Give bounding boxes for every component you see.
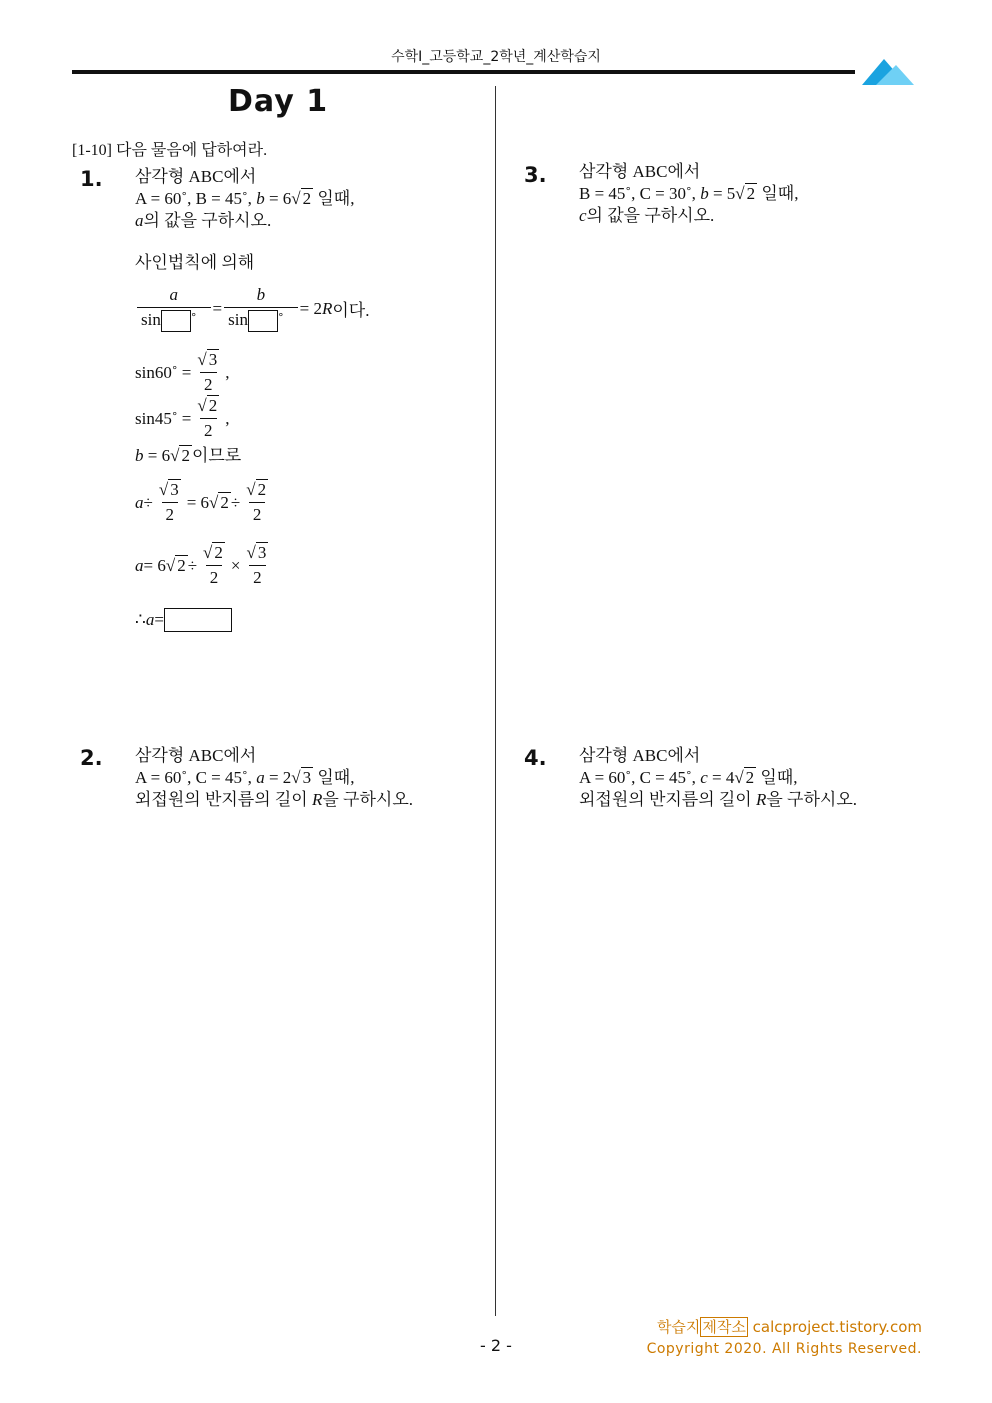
problem-2-line2: A = 60˚, C = 45˚, a = 2√ 3 일때, — [135, 768, 355, 787]
problem-1-text — [135, 166, 354, 232]
sqrt-symbol: √ 3 — [246, 543, 267, 562]
column-divider — [495, 86, 496, 1316]
law-of-sines: $\frac{a}{\sin ˚}$ = $\frac{b}{\sin ˚}$ = 2 R 이다. — [135, 285, 369, 332]
problem-4-line2: A = 60˚, C = 45˚, c = 4√ 2 일때, — [579, 768, 798, 787]
sqrt-symbol: √ 2 — [203, 543, 223, 562]
answer-box[interactable] — [164, 608, 232, 632]
problem-3-number: 3. — [524, 163, 547, 187]
problem-2-line1: 삼각형 ABC에서 — [135, 746, 257, 765]
sqrt-symbol: √ 2 — [197, 396, 218, 415]
sqrt-symbol: √ 2 — [735, 184, 756, 203]
problem-4-line1: 삼각형 ABC에서 — [579, 746, 701, 765]
problem-1-number: 1. — [80, 167, 103, 191]
sqrt-symbol: √ 3 — [291, 768, 312, 787]
problem-1-line2: A = 60˚, B = 45˚, b = 6√ 2 일때, — [135, 189, 355, 208]
blank-box[interactable] — [248, 310, 278, 332]
sqrt-symbol: √ 3 — [197, 350, 218, 369]
problem-2-number: 2. — [80, 746, 103, 770]
sqrt-symbol: √ 2 — [734, 768, 755, 787]
brand-url-link[interactable]: calcproject.tistory.com — [747, 1318, 922, 1336]
problem-2-text — [135, 745, 413, 811]
answer-line: ∴ a = — [135, 608, 232, 632]
sqrt-symbol: √ 2 — [165, 555, 186, 575]
problem-1-line1: 삼각형 ABC에서 — [135, 167, 257, 186]
page-number: - 2 - — [480, 1336, 512, 1355]
sqrt-symbol: √ 3 — [158, 480, 179, 499]
header-rule — [72, 70, 855, 74]
problem-2-line3: 외접원의 반지름의 길이 R을 구하시오. — [135, 790, 413, 809]
problem-3-text — [579, 161, 798, 227]
day-title: Day 1 — [228, 84, 329, 119]
instruction: [1-10] 다음 물음에 답하여라. — [72, 142, 268, 159]
solution-intro: 사인법칙에 의해 — [135, 253, 255, 272]
header-title: 수학Ⅰ_고등학교_2학년_계산학습지 — [391, 49, 601, 65]
sqrt-symbol: √ 2 — [170, 446, 190, 465]
step1-line: a ÷ $\frac{√ 3}{2}$ = 6 √ 2 ÷ $\frac{√ 2}{2}$ — [135, 480, 267, 524]
sin60-line: sin60˚ = $\frac{√ 3}{2}$ , — [135, 350, 230, 394]
problem-1-line3: a의 값을 구하시오. — [135, 211, 272, 230]
copyright: Copyright 2020. All Rights Reserved. — [646, 1341, 922, 1357]
sin45-line: sin45˚ = $\frac{√ 2}{2}$ , — [135, 396, 230, 440]
problem-3-line1: 삼각형 ABC에서 — [579, 162, 701, 181]
problem-4-text — [579, 745, 857, 811]
problem-4-number: 4. — [524, 746, 547, 770]
sqrt-symbol: √ 2 — [246, 480, 267, 499]
problem-3-line3: c의 값을 구하시오. — [579, 206, 715, 225]
problem-4-line3: 외접원의 반지름의 길이 R을 구하시오. — [579, 790, 857, 809]
blank-box[interactable] — [161, 310, 191, 332]
problem-3-line2: B = 45˚, C = 30˚, b = 5√ 2 일때, — [579, 184, 799, 203]
sqrt-symbol: √ 2 — [291, 189, 312, 208]
sqrt-symbol: √ 2 — [209, 492, 229, 512]
mountain-logo-icon — [862, 57, 914, 85]
brand-line: 학습지 제작소 calcproject.tistory.com — [656, 1318, 922, 1336]
step2-line: a = 6 √ 2 ÷ $\frac{√ 2}{2}$ × $\frac{√ 3}{2}$ — [135, 543, 267, 587]
b-value-line: b = 6√ 2 이므로 — [135, 446, 242, 465]
